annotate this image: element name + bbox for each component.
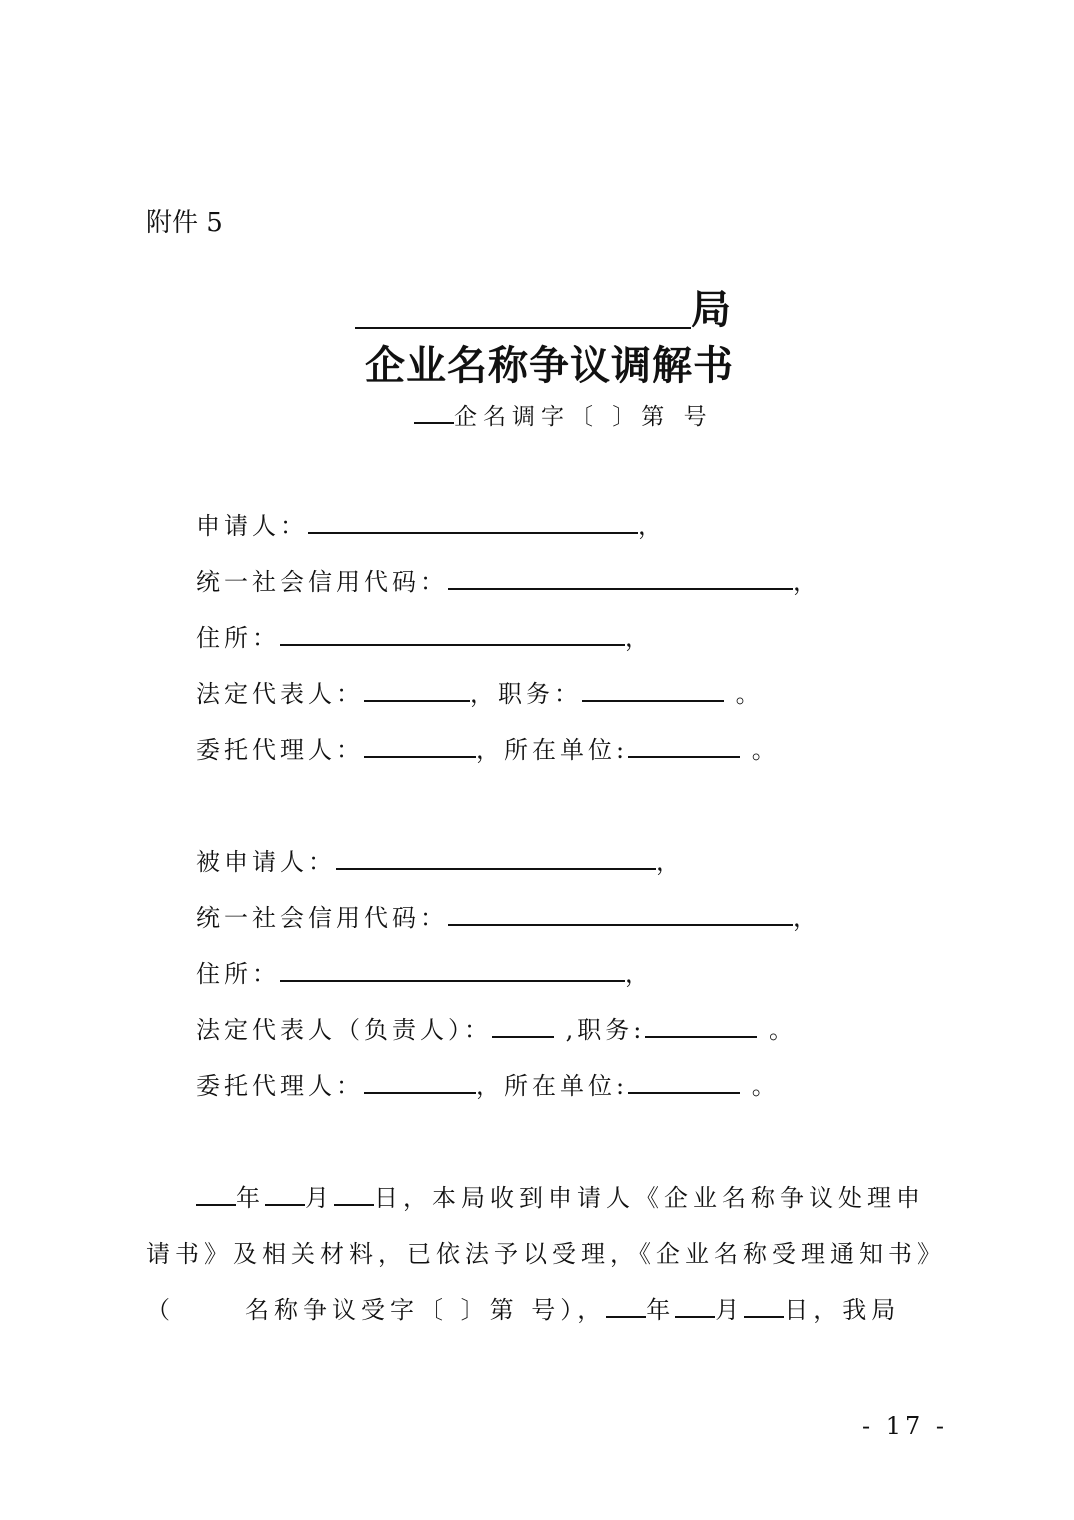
respondent-legal-rep-blank[interactable] bbox=[492, 1012, 554, 1038]
body-text: 名称争议受字〔 〕第 号）， bbox=[245, 1296, 607, 1324]
month-blank[interactable] bbox=[265, 1180, 305, 1206]
open-paren: （ bbox=[146, 1296, 175, 1324]
period: 。 bbox=[740, 736, 780, 764]
period: 。 bbox=[757, 1016, 797, 1044]
body-text: 日，我局 bbox=[784, 1296, 901, 1324]
period: 。 bbox=[724, 680, 764, 708]
respondent-agent-blank[interactable] bbox=[364, 1068, 476, 1094]
day-blank[interactable] bbox=[334, 1180, 374, 1206]
comma: ， bbox=[625, 624, 653, 652]
applicant-agent-blank[interactable] bbox=[364, 732, 476, 758]
body-line-1 bbox=[196, 1178, 925, 1213]
document-title: 企业名称争议调解书 bbox=[365, 342, 734, 389]
document-number-line bbox=[414, 398, 713, 431]
respondent-unit-label: ，所在单位: bbox=[476, 1072, 629, 1100]
respondent-name-row bbox=[196, 842, 684, 877]
applicant-address-blank[interactable] bbox=[280, 620, 625, 646]
applicant-unit-blank[interactable] bbox=[628, 732, 740, 758]
respondent-credit-code-blank[interactable] bbox=[448, 900, 793, 926]
respondent-agent-row bbox=[196, 1066, 780, 1101]
applicant-legal-rep-blank[interactable] bbox=[364, 676, 470, 702]
respondent-unit-blank[interactable] bbox=[628, 1068, 740, 1094]
applicant-agent-row bbox=[196, 730, 780, 765]
respondent-legal-rep-row bbox=[196, 1010, 797, 1045]
bureau-title-line bbox=[355, 278, 731, 335]
year-blank[interactable] bbox=[606, 1292, 646, 1318]
respondent-credit-code-label: 统一社会信用代码： bbox=[196, 904, 448, 932]
page-number: - 17 - bbox=[862, 1412, 949, 1440]
respondent-name-blank[interactable] bbox=[336, 844, 656, 870]
applicant-legal-rep-row bbox=[196, 674, 764, 709]
applicant-unit-label: ，所在单位: bbox=[476, 736, 629, 764]
body-line-3 bbox=[146, 1290, 900, 1325]
period: 。 bbox=[740, 1072, 780, 1100]
applicant-address-label: 住所： bbox=[196, 624, 280, 652]
applicant-name-blank[interactable] bbox=[308, 508, 638, 534]
respondent-agent-label: 委托代理人： bbox=[196, 1072, 364, 1100]
comma: ， bbox=[656, 848, 684, 876]
bureau-suffix: 局 bbox=[691, 286, 731, 333]
year-label: 年 bbox=[236, 1184, 265, 1212]
respondent-address-label: 住所： bbox=[196, 960, 280, 988]
body-line-2: 请书》及相关材料，已依法予以受理，《企业名称受理通知书》 bbox=[146, 1240, 946, 1268]
month-blank[interactable] bbox=[675, 1292, 715, 1318]
year-blank[interactable] bbox=[196, 1180, 236, 1206]
attachment-label: 附件 5 bbox=[146, 208, 223, 238]
respondent-position-blank[interactable] bbox=[645, 1012, 757, 1038]
month-label: 月 bbox=[305, 1184, 334, 1212]
applicant-position-blank[interactable] bbox=[582, 676, 724, 702]
month-label: 月 bbox=[715, 1296, 745, 1324]
respondent-position-label: ,职务: bbox=[554, 1016, 646, 1044]
year-label: 年 bbox=[646, 1296, 676, 1324]
applicant-credit-code-label: 统一社会信用代码： bbox=[196, 568, 448, 596]
day-blank[interactable] bbox=[744, 1292, 784, 1318]
applicant-credit-code-row bbox=[196, 562, 821, 597]
applicant-address-row bbox=[196, 618, 653, 653]
applicant-agent-label: 委托代理人： bbox=[196, 736, 364, 764]
respondent-address-blank[interactable] bbox=[280, 956, 625, 982]
applicant-credit-code-blank[interactable] bbox=[448, 564, 793, 590]
body-text: 日，本局收到申请人《企业名称争议处理申 bbox=[374, 1184, 925, 1212]
applicant-legal-rep-label: 法定代表人： bbox=[196, 680, 364, 708]
applicant-name-label: 申请人： bbox=[196, 512, 308, 540]
respondent-name-label: 被申请人： bbox=[196, 848, 336, 876]
doc-number-label: 企名调字〔 〕第 号 bbox=[454, 404, 713, 430]
comma: ， bbox=[793, 568, 821, 596]
respondent-address-row bbox=[196, 954, 653, 989]
applicant-position-label: ，职务： bbox=[470, 680, 582, 708]
comma: ， bbox=[793, 904, 821, 932]
respondent-legal-rep-label: 法定代表人（负责人）： bbox=[196, 1016, 492, 1044]
doc-prefix-blank[interactable] bbox=[414, 399, 454, 424]
applicant-name-row bbox=[196, 506, 666, 541]
comma: ， bbox=[625, 960, 653, 988]
bureau-name-blank[interactable] bbox=[355, 287, 691, 329]
respondent-credit-code-row bbox=[196, 898, 821, 933]
comma: ， bbox=[638, 512, 666, 540]
